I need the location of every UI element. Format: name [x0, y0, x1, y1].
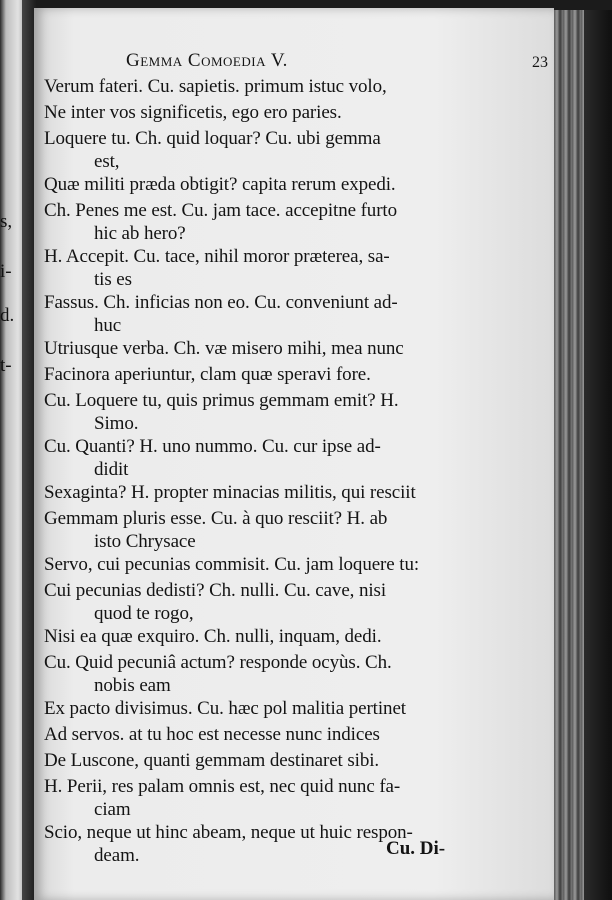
text-line: Simo.: [94, 413, 139, 434]
text-line: est,: [94, 151, 120, 172]
text-line: Ex pacto divisimus. Cu. hæc pol malitia pertinet: [44, 698, 406, 719]
text-line: isto Chrysace: [94, 531, 196, 552]
text-line: didit: [94, 459, 129, 480]
text-line: Verum fateri. Cu. sapietis. primum istuc volo,: [44, 76, 387, 97]
left-page-fragment: s,: [0, 211, 13, 232]
text-line: Cu. Loquere tu, quis primus gemmam emit? H.: [44, 390, 399, 411]
text-line: Sexaginta? H. propter minacias militis, qui resciit: [44, 482, 416, 503]
text-line: Utriusque verba. Ch. væ misero mihi, mea nunc: [44, 338, 404, 359]
text-line: tis es: [94, 269, 132, 290]
text-line: Fassus. Ch. inficias non eo. Cu. conveniunt ad-: [44, 292, 398, 313]
page-number: 23: [532, 54, 548, 71]
text-line: Ne inter vos significetis, ego ero paries.: [44, 102, 342, 123]
text-line: Cu. Quid pecuniâ actum? responde ocyùs. Ch.: [44, 652, 392, 673]
left-page-fragment: d.: [0, 305, 15, 326]
text-line: H. Perii, res palam omnis est, nec quid nunc fa-: [44, 776, 401, 797]
text-line: Nisi ea quæ exquiro. Ch. nulli, inquam, dedi.: [44, 626, 382, 647]
text-line: Facinora aperiuntur, clam quæ speravi fore.: [44, 364, 371, 385]
text-line: Gemmam pluris esse. Cu. à quo resciit? H. ab: [44, 508, 388, 529]
text-line: huc: [94, 315, 122, 336]
text-line: Cu. Quanti? H. uno nummo. Cu. cur ipse ad-: [44, 436, 381, 457]
text-line: Scio, neque ut hinc abeam, neque ut huic respon-: [44, 822, 413, 843]
text-line: H. Accepit. Cu. tace, nihil moror præterea, sa-: [44, 246, 390, 267]
text-line: Ch. Penes me est. Cu. jam tace. accepitne furto: [44, 200, 398, 221]
text-line: deam.: [94, 845, 140, 866]
catchword: Cu. Di-: [386, 838, 446, 859]
text-line: Loquere tu. Ch. quid loquar? Cu. ubi gemma: [44, 128, 381, 149]
running-title: Gemma Comoedia V.: [126, 50, 288, 71]
left-page-fragment: i-: [0, 261, 12, 282]
text-line: De Luscone, quanti gemmam destinaret sibi.: [44, 750, 380, 771]
text-line: hic ab hero?: [94, 223, 186, 244]
text-line: quod te rogo,: [94, 603, 194, 624]
text-line: Cui pecunias dedisti? Ch. nulli. Cu. cave, nisi: [44, 580, 387, 601]
text-line: Servo, cui pecunias commisit. Cu. jam loquere tu:: [44, 554, 420, 575]
left-page-fragment: t-: [0, 355, 12, 376]
text-line: Quæ militi præda obtigit? capita rerum expedi.: [44, 174, 396, 195]
text-line: Ad servos. at tu hoc est necesse nunc indices: [44, 724, 380, 745]
play-text: [44, 74, 474, 866]
text-line: ciam: [94, 799, 131, 820]
text-line: nobis eam: [94, 675, 171, 696]
page-edges: [554, 10, 612, 900]
